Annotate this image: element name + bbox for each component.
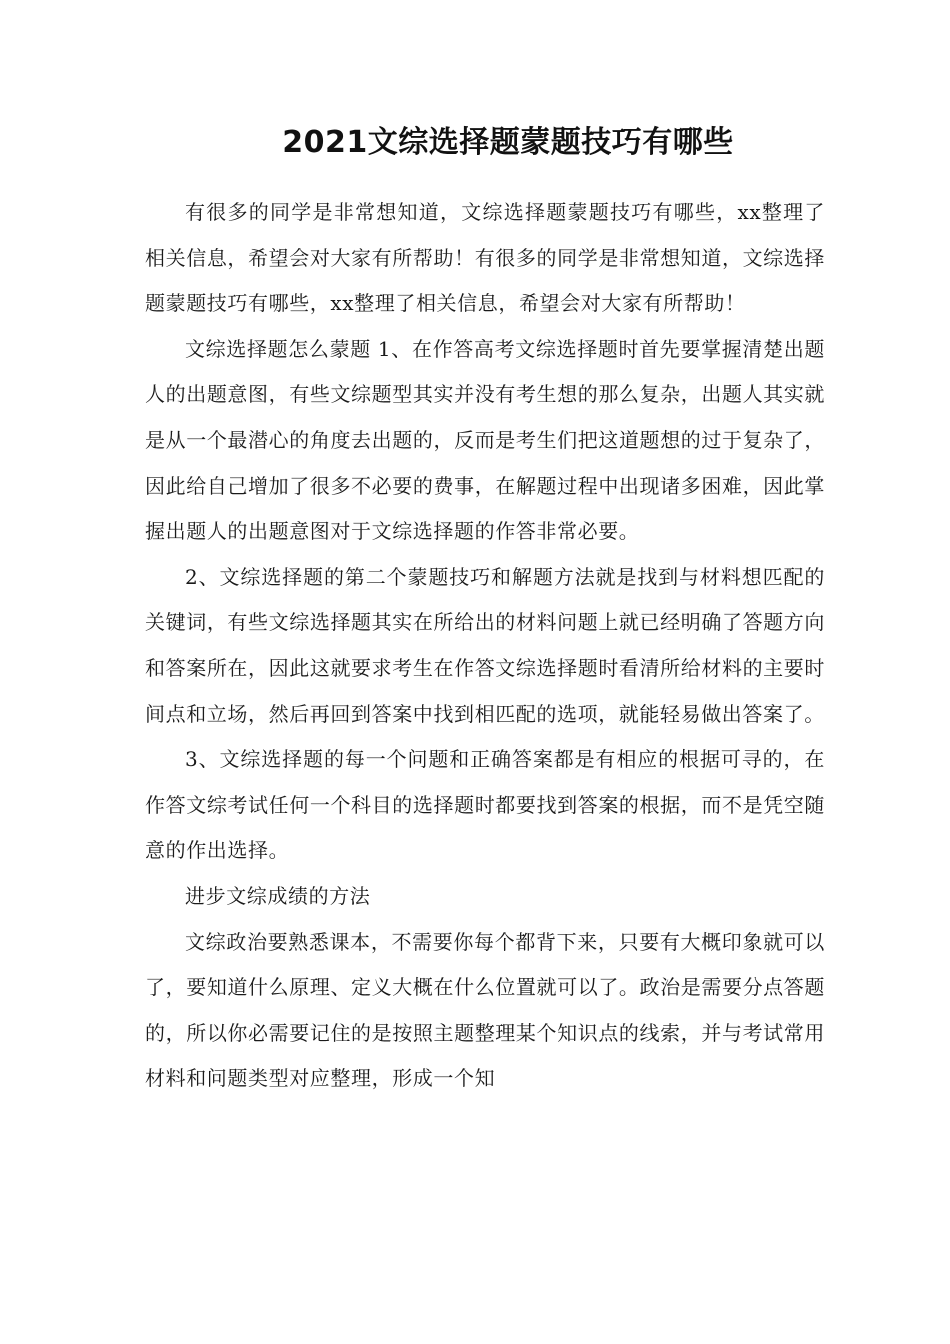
- politics-paragraph: 文综政治要熟悉课本，不需要你每个都背下来，只要有大概印象就可以了，要知道什么原理、定义大概在什么位置就可以了。政治是需要分点答题的，所以你必需要记住的是按照主题整理某个知识点的线索，并与考试常用材料和问题类型对应整理，形成一个知: [145, 929, 825, 1091]
- document-title: 2021文综选择题蒙题技巧有哪些: [282, 125, 734, 160]
- intro-paragraph: 有很多的同学是非常想知道，文综选择题蒙题技巧有哪些，xx整理了相关信息，希望会对大家有所帮助！有很多的同学是非常想知道，文综选择题蒙题技巧有哪些，xx整理了相关信息，希望会对大家有所帮助！: [145, 200, 825, 316]
- document-body: [145, 190, 825, 1102]
- tip-2-paragraph: 2、文综选择题的第二个蒙题技巧和解题方法就是找到与材料想匹配的关键词，有些文综选择题其实在所给出的材料问题上就已经明确了答题方向和答案所在，因此这就要求考生在作答文综选择题时看清所给材料的主要时间点和立场，然后再回到答案中找到相匹配的选项，就能轻易做出答案了。: [145, 564, 825, 726]
- tip-3-paragraph: 3、文综选择题的每一个问题和正确答案都是有相应的根据可寻的，在作答文综考试任何一个科目的选择题时都要找到答案的根据，而不是凭空随意的作出选择。: [145, 747, 825, 863]
- section-heading: 进步文综成绩的方法: [185, 883, 371, 908]
- tip-1-paragraph: 文综选择题怎么蒙题 1、在作答高考文综选择题时首先要掌握清楚出题人的出题意图，有些文综题型其实并没有考生想的那么复杂，出题人其实就是从一个最潜心的角度去出题的，反而是考生们把这道题想的过于复杂了，因此给自己增加了很多不必要的费事，在解题过程中出现诸多困难，因此掌握出题人的出题意图对于文综选择题的作答非常必要。: [145, 336, 825, 544]
